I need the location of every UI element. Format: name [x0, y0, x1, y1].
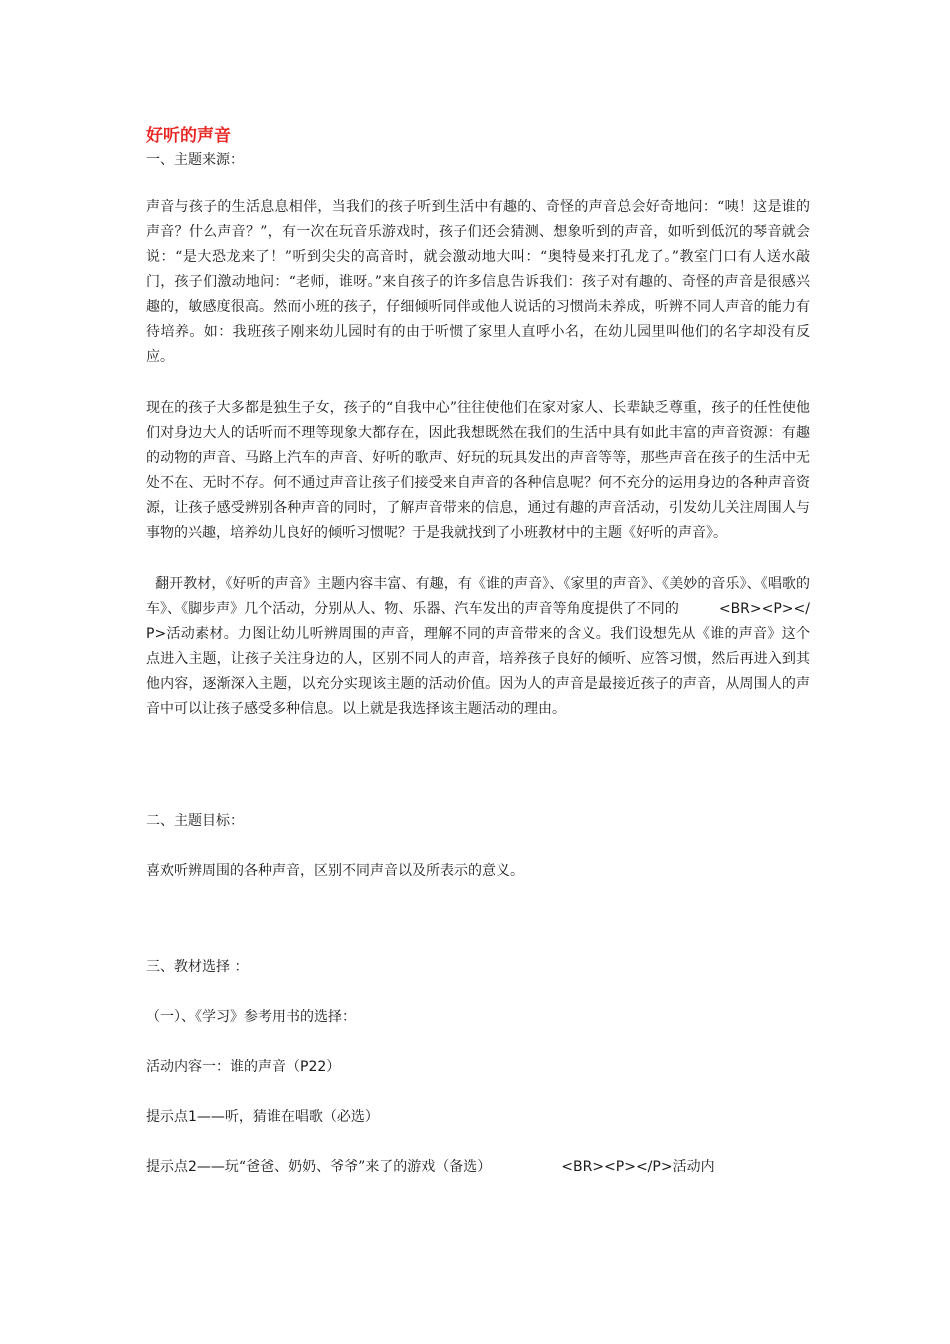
hint-line-2: 提示点2——玩“爸爸、奶奶、爷爷”来了的游戏（备选） <BR><P></P>活动内 [146, 1159, 715, 1175]
subsection-heading-reference: （一）、《学习》参考用书的选择： [146, 1009, 356, 1025]
paragraph-source-3 [146, 572, 810, 722]
section-heading-materials: 三、教材选择 ： [146, 959, 249, 975]
hint-line-1: 提示点1——听，猜谁在唱歌（必选） [146, 1109, 379, 1125]
section-heading-source: 一、主题来源： [146, 152, 244, 168]
section-heading-goals: 二、主题目标： [146, 813, 244, 829]
paragraph-source-3-part-b: 活动素材。力图让幼儿听辨周围的声音，理解不同的声音带来的含义。我们设想先从《谁的声音》这个点进入主题，让孩子关注身边的人，区别不同人的声音，培养孩子良好的倾听、应答习惯，然后再进入到其他内容，逐渐深入主题，以充分实现该主题的活动价值。因为人的声音是最接近孩子的声音，从周围人的声音中可以让孩子感受多种信息。以上就是我选择该主题活动的理由。 [146, 626, 810, 717]
paragraph-source-1: 声音与孩子的生活息息相伴，当我们的孩子听到生活中有趣的、奇怪的声音总会好奇地问：“咦！这是谁的声音？什么声音？”，有一次在玩音乐游戏时，孩子们还会猜测、想象听到的声音，如听到低沉的琴音就会说：“是大恐龙来了！”听到尖尖的高音时，就会激动地大叫：“奥特曼来打孔龙了。”教室门口有人送水敲门，孩子们激动地问：“老师，谁呀。”来自孩子的许多信息告诉我们：孩子对有趣的、奇怪的声音是很感兴趣的，敏感度很高。然而小班的孩子，仔细倾听同伴或他人说话的习惯尚未养成，听辨不同人声音的能力有待培养。如：我班孩子刚来幼儿园时有的由于听惯了家里人直呼小名，在幼儿园里叫他们的名字却没有反应。 [146, 199, 810, 365]
html-tag-text: <BR><P></P> [146, 601, 810, 642]
paragraph-source-3-part-a: 翻开教材，《好听的声音》主题内容丰富、有趣，有《谁的声音》、《家里的声音》、《美妙的音乐》、《唱歌的车》、《脚步声》几个活动，分别从人、物、乐器、汽车发出的声音等角度提供了不同的 [146, 576, 810, 617]
paragraph-source-2: 现在的孩子大多都是独生子女，孩子的“自我中心”往往使他们在家对家人、长辈缺乏尊重，孩子的任性使他们对身边大人的话听而不理等现象大都存在，因此我想既然在我们的生活中具有如此丰富的声音资源：有趣的动物的声音、马路上汽车的声音、好听的歌声、好玩的玩具发出的声音等等，那些声音在孩子的生活中无处不在、无时不存。何不通过声音让孩子们接受来自声音的各种信息呢？何不充分的运用身边的各种声音资源，让孩子感受辨别各种声音的同时，了解声音带来的信息，通过有趣的声音活动，引发幼儿关注周围人与事物的兴趣，培养幼儿良好的倾听习惯呢？于是我就找到了小班教材中的主题《好听的声音》。 [146, 400, 810, 541]
goal-text: 喜欢听辨周围的各种声音，区别不同声音以及所表示的意义。 [146, 863, 524, 879]
document-title: 好听的声音 [146, 126, 231, 146]
document-page [146, 123, 810, 1178]
activity-line-1: 活动内容一：谁的声音（P22） [146, 1059, 341, 1075]
html-tag-text-2: <BR><P></P> [561, 1159, 673, 1175]
